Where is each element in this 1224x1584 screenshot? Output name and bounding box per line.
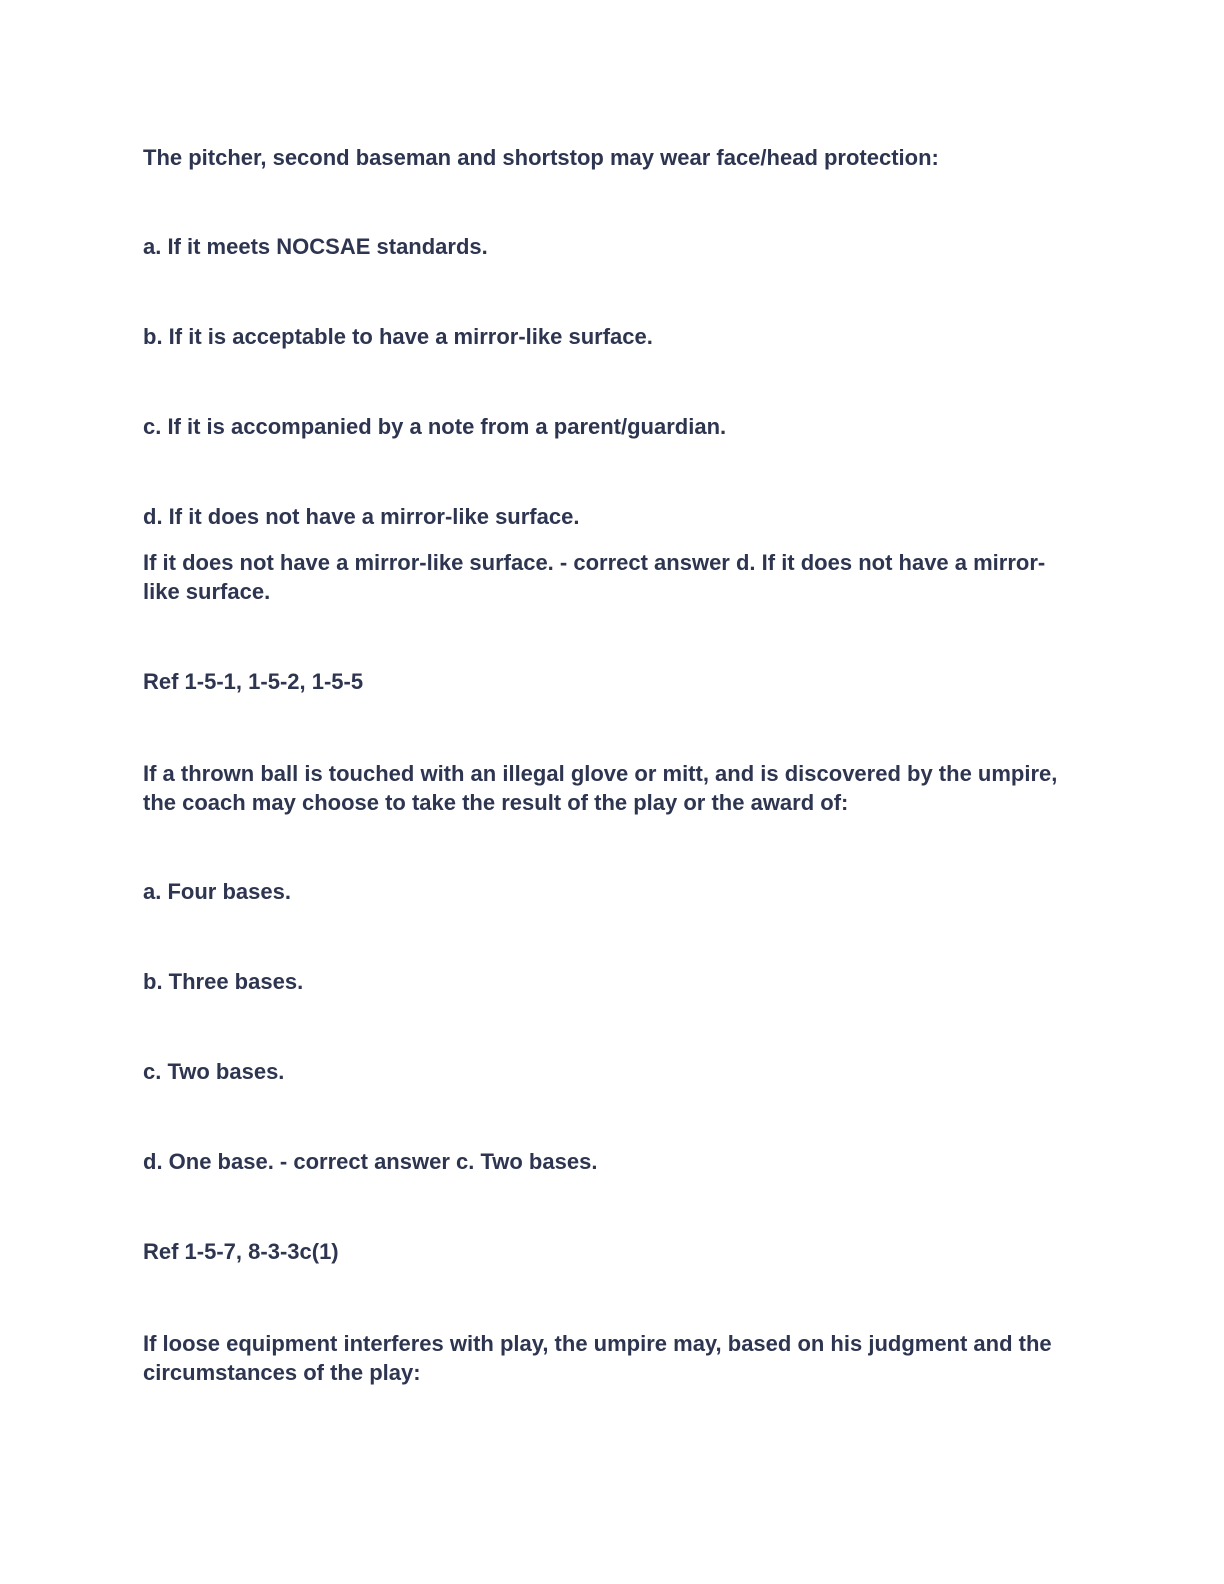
question-1-reference: Ref 1-5-1, 1-5-2, 1-5-5 bbox=[143, 669, 364, 694]
question-2-reference: Ref 1-5-7, 8-3-3c(1) bbox=[143, 1239, 339, 1264]
question-2-text: If a thrown ball is touched with an illegal glove or mitt, and is discovered by the umpire, the coach may choose to take the result of the play or the award of: bbox=[143, 761, 1058, 815]
question-3-text: If loose equipment interferes with play, the umpire may, based on his judgment and the circumstances of the play: bbox=[143, 1331, 1052, 1385]
question-1-option-b: b. If it is acceptable to have a mirror-like surface. bbox=[143, 324, 653, 349]
question-1-option-a: a. If it meets NOCSAE standards. bbox=[143, 234, 488, 259]
question-1-answer: If it does not have a mirror-like surface. - correct answer d. If it does not have a mirror-like surface. bbox=[143, 550, 1046, 604]
question-1-text: The pitcher, second baseman and shortstop may wear face/head protection: bbox=[143, 145, 939, 170]
question-1-option-c: c. If it is accompanied by a note from a parent/guardian. bbox=[143, 414, 727, 439]
question-2-option-d-answer: d. One base. - correct answer c. Two bases. bbox=[143, 1149, 598, 1174]
question-2-option-c: c. Two bases. bbox=[143, 1059, 285, 1084]
question-2-option-a: a. Four bases. bbox=[143, 879, 291, 904]
question-2-option-b: b. Three bases. bbox=[143, 969, 304, 994]
question-1-option-d: d. If it does not have a mirror-like surface. bbox=[143, 504, 580, 529]
